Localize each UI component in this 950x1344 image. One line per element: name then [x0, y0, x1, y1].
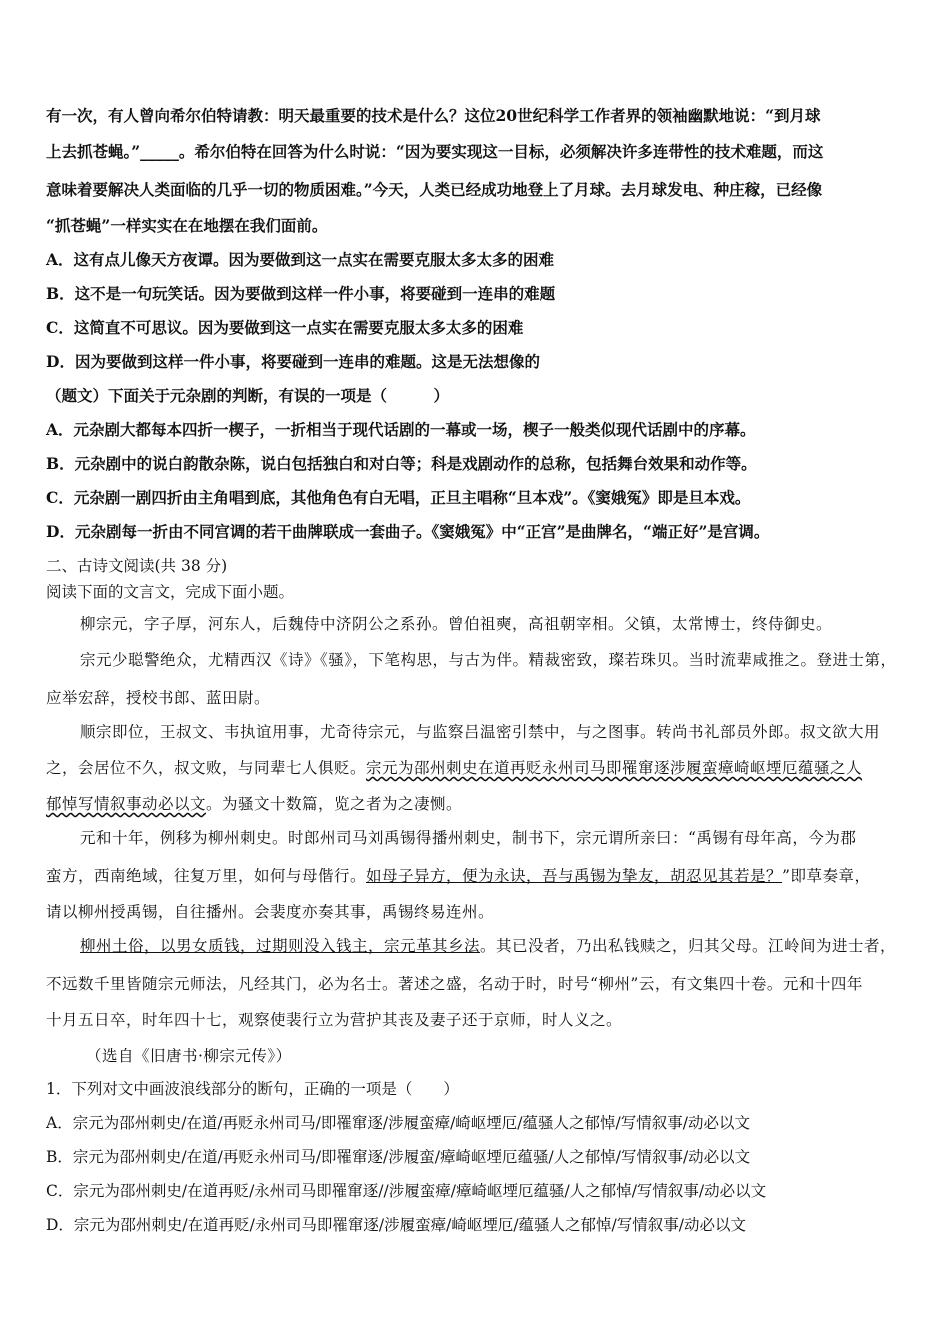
classical-p5-line1: [80, 934, 896, 956]
passage-line-4: “抓苍蝇”一样实实在在地摆在我们面前。: [46, 216, 328, 235]
classical-p2-line1: 宗元少聪警绝众，尤精西汉《诗》《骚》，下笔构思，与古为伴。精裁密致，璨若珠贝。当时流辈咸推之。登进士第，: [80, 651, 897, 669]
classical-p5-line2: 不远数千里皆随宗元师法，凡经其门，必为名士。著述之盛，名动于时，时号“柳州”云，有文集四十卷。元和十四年: [46, 975, 863, 993]
q1-option-c: C．宗元为邵州刺史/在道再贬/永州司马即罹窜逐//涉履蛮瘴/瘴崎岖堙厄蕴骚/人之郁悼/写情叙事/动必以文: [46, 1182, 767, 1200]
yuanzaju-option-d: D．元杂剧每一折由不同宫调的若干曲牌联成一套曲子。《窦娥冤》中“正宫”是曲牌名，“端正好”是宫调。: [46, 522, 770, 541]
wavy-underlined-text-end: 郁悼写情叙事动必以文: [46, 795, 207, 813]
classical-p3-line1: 顺宗即位，王叔文、韦执谊用事，尤奇待宗元，与监察吕温密引禁中，与之图事。转尚书礼部员外郎。叔文欲大用: [80, 723, 881, 741]
option-a: A．这有点儿像天方夜谭。因为要做到这一点实在需要克服太多太多的困难: [46, 250, 555, 269]
q1-option-d: D．宗元为邵州刺史/在道再贬/永州司马即罹窜逐/涉履蛮瘴/崎岖堙厄/蕴骚人之郁悼/写情叙事/动必以文: [46, 1216, 746, 1234]
underlined-text: 如母子异方，便为永诀，吾与禹锡为挚友，胡忍见其若是？: [366, 867, 783, 885]
passage-line-3: 意味着要解决人类面临的几乎一切的物质困难。”今天，人类已经成功地登上了月球。去月球发电、种庄稼，已经像: [46, 180, 823, 199]
option-d: D．因为要做到这样一件小事，将要碰到一连串的难题。这是无法想像的: [46, 352, 540, 371]
classical-p3-line3-text: 。为骚文十数篇，览之者为之凄恻。: [206, 795, 463, 813]
option-b: B．这不是一句玩笑话。因为要做到这样一件小事，将要碰到一连串的难题: [46, 284, 556, 303]
q1-stem: 1．下列对文中画波浪线部分的断句，正确的一项是（ ）: [46, 1080, 459, 1098]
wavy-underlined-text: 宗元为邵州刺史在道再贬永州司马即罹窜逐涉履蛮瘴崎岖堙厄蕴骚之人: [366, 759, 863, 777]
section-heading: 二、古诗文阅读(共 38 分): [46, 557, 228, 575]
source-citation: （选自《旧唐书·柳宗元传》）: [86, 1047, 292, 1065]
underlined-text-2: 柳州土俗，以男女质钱，过期则没入钱主，宗元革其乡法: [80, 937, 481, 955]
classical-p4-line2-post: ”即草奏章，: [782, 867, 871, 885]
classical-p3-line3: [46, 792, 462, 814]
section-intro: 阅读下面的文言文，完成下面小题。: [46, 583, 295, 601]
q1-option-a: A．宗元为邵州刺史/在道/再贬永州司马/即罹窜逐/涉履蛮瘴/崎岖堙厄/蕴骚人之郁悼/写情叙事/动必以文: [46, 1114, 750, 1132]
passage-line-1: 有一次，有人曾向希尔伯特请教：明天最重要的技术是什么？这位20世纪科学工作者界的领袖幽默地说：“到月球: [46, 106, 821, 125]
classical-p5-line1-post: 。其已没者，乃出私钱赎之，归其父母。江岭间为进士者，: [480, 937, 897, 955]
yuanzaju-option-c: C．元杂剧一剧四折由主角唱到底，其他角色有白无唱，正旦主唱称“旦本戏”。《窦娥冤》即是旦本戏。: [46, 488, 751, 507]
classical-p3-line2-text: 之，会居位不久，叔文败，与同辈七人俱贬。: [46, 759, 367, 777]
classical-p4-line3: 请以柳州授禹锡，自往播州。会裴度亦奏其事，禹锡终易连州。: [46, 903, 495, 921]
classical-p4-line2-pre: 蛮方，西南绝域，往复万里，如何与母偕行。: [46, 867, 367, 885]
classical-p5-line3: 十月五日卒，时年四十七，观察使裴行立为营护其丧及妻子还于京师，时人义之。: [46, 1011, 623, 1029]
passage-line-2: 上去抓苍蝇。”_____。希尔伯特在回答为什么时说：“因为要实现这一目标，必须解决许多连带性的技术难题，而这: [46, 142, 824, 161]
classical-p2-line2: 应举宏辞，授校书郎、蓝田尉。: [46, 689, 271, 707]
classical-p4-line1: 元和十年，例移为柳州刺史。时郎州司马刘禹锡得播州刺史，制书下，宗元谓所亲曰：“禹锡有母年高，今为郡: [80, 829, 857, 847]
q1-option-b: B．宗元为邵州刺史/在道/再贬永州司马/即罹窜逐/涉履蛮/瘴崎岖堙厄蕴骚/人之郁悼/写情叙事/动必以文: [46, 1148, 751, 1166]
yuanzaju-option-b: B．元杂剧中的说白韵散杂陈，说白包括独白和对白等；科是戏剧动作的总称，包括舞台效果和动作等。: [46, 454, 757, 473]
classical-p1: 柳宗元，字子厚，河东人，后魏侍中济阴公之系孙。曾伯祖奭，高祖朝宰相。父镇，太常博士，终侍御史。: [80, 615, 833, 633]
option-c: C．这简直不可思议。因为要做到这一点实在需要克服太多太多的困难: [46, 318, 524, 337]
yuanzaju-stem: （题文）下面关于元杂剧的判断，有误的一项是（ ）: [46, 386, 450, 405]
classical-p3-line2: [46, 756, 862, 778]
classical-p4-line2: [46, 864, 870, 886]
yuanzaju-option-a: A．元杂剧大都每本四折一楔子，一折相当于现代话剧的一幕或一场，楔子一般类似现代话剧中的序幕。: [46, 420, 756, 439]
